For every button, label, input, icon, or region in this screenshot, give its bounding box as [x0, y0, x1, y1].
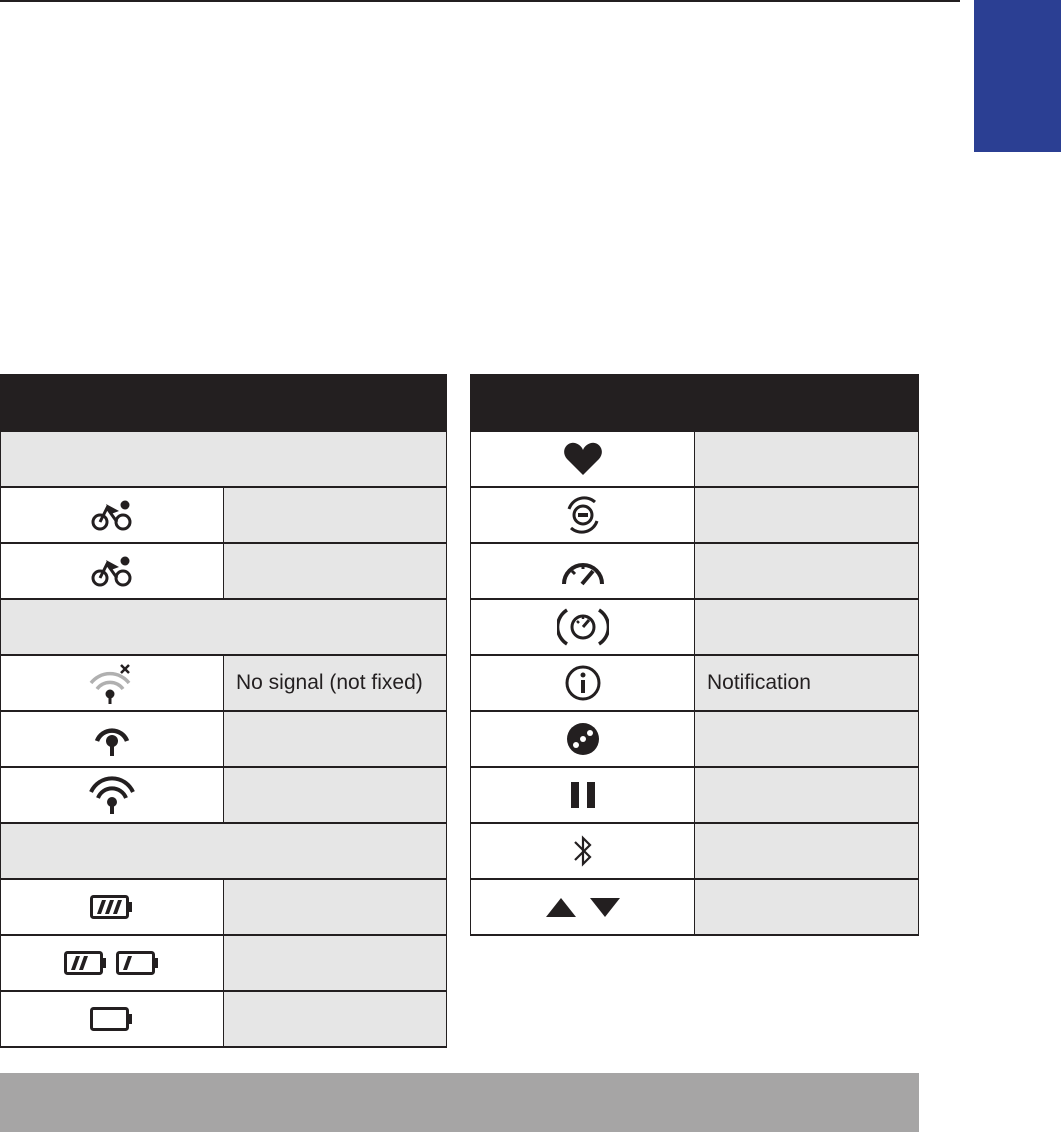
- icon-description: [224, 935, 447, 991]
- icon-description: [695, 823, 919, 879]
- info-icon: [471, 655, 695, 711]
- icon-table-row: [471, 711, 919, 767]
- speedometer-icon: [471, 543, 695, 599]
- category-row: [1, 599, 447, 655]
- status-icons-table-right: [470, 374, 919, 936]
- category-row: [1, 823, 447, 879]
- icon-description: [695, 543, 919, 599]
- icon-table-row: [1, 655, 447, 711]
- no-signal-icon: [1, 655, 224, 711]
- icon-description: No signal (not fixed): [224, 655, 447, 711]
- category-label: [1, 431, 447, 487]
- icon-description: [224, 991, 447, 1047]
- route-dots-icon: [471, 711, 695, 767]
- cyclist-icon: [1, 543, 224, 599]
- table-header: [1, 374, 447, 431]
- icon-table-row: [1, 879, 447, 935]
- icon-description: [695, 767, 919, 823]
- bluetooth-icon: [471, 823, 695, 879]
- icon-description: [695, 431, 919, 487]
- icon-table-row: [471, 599, 919, 655]
- icon-description: [695, 487, 919, 543]
- icon-description: [224, 879, 447, 935]
- pause-icon: [471, 767, 695, 823]
- category-label: [1, 599, 447, 655]
- cyclist-icon: [1, 487, 224, 543]
- icon-description: [695, 599, 919, 655]
- top-rule: [0, 0, 960, 2]
- icon-table-row: [471, 823, 919, 879]
- icon-description: [224, 487, 447, 543]
- icon-table-row: [471, 767, 919, 823]
- icon-description: [224, 711, 447, 767]
- battery-full-icon: [1, 879, 224, 935]
- icon-description: [695, 711, 919, 767]
- category-row: [1, 431, 447, 487]
- cadence-sensor-icon: [471, 487, 695, 543]
- status-icons-table-left: [0, 374, 447, 1048]
- icon-description: [695, 879, 919, 935]
- icon-table-row: [1, 767, 447, 823]
- heart-icon: [471, 431, 695, 487]
- table-header: [471, 374, 919, 431]
- icon-table-row: [471, 655, 919, 711]
- section-tab: [974, 0, 1061, 152]
- icon-table-row: [1, 487, 447, 543]
- icon-table-row: [1, 991, 447, 1047]
- icon-description: Notification: [695, 655, 919, 711]
- battery-empty-icon: [1, 991, 224, 1047]
- icon-table-row: [471, 543, 919, 599]
- icon-table-row: [1, 935, 447, 991]
- icon-table-row: [1, 543, 447, 599]
- weak-signal-icon: [1, 711, 224, 767]
- icon-table-row: [471, 431, 919, 487]
- icon-table-row: [471, 879, 919, 935]
- strong-signal-icon: [1, 767, 224, 823]
- icon-description: [224, 767, 447, 823]
- icon-table-row: [471, 487, 919, 543]
- icon-description: [224, 543, 447, 599]
- battery-medium-low-icon: [1, 935, 224, 991]
- up-down-arrows-icon: [471, 879, 695, 935]
- speed-sensor-icon: [471, 599, 695, 655]
- footer-bar: [0, 1073, 919, 1132]
- icon-table-row: [1, 711, 447, 767]
- category-label: [1, 823, 447, 879]
